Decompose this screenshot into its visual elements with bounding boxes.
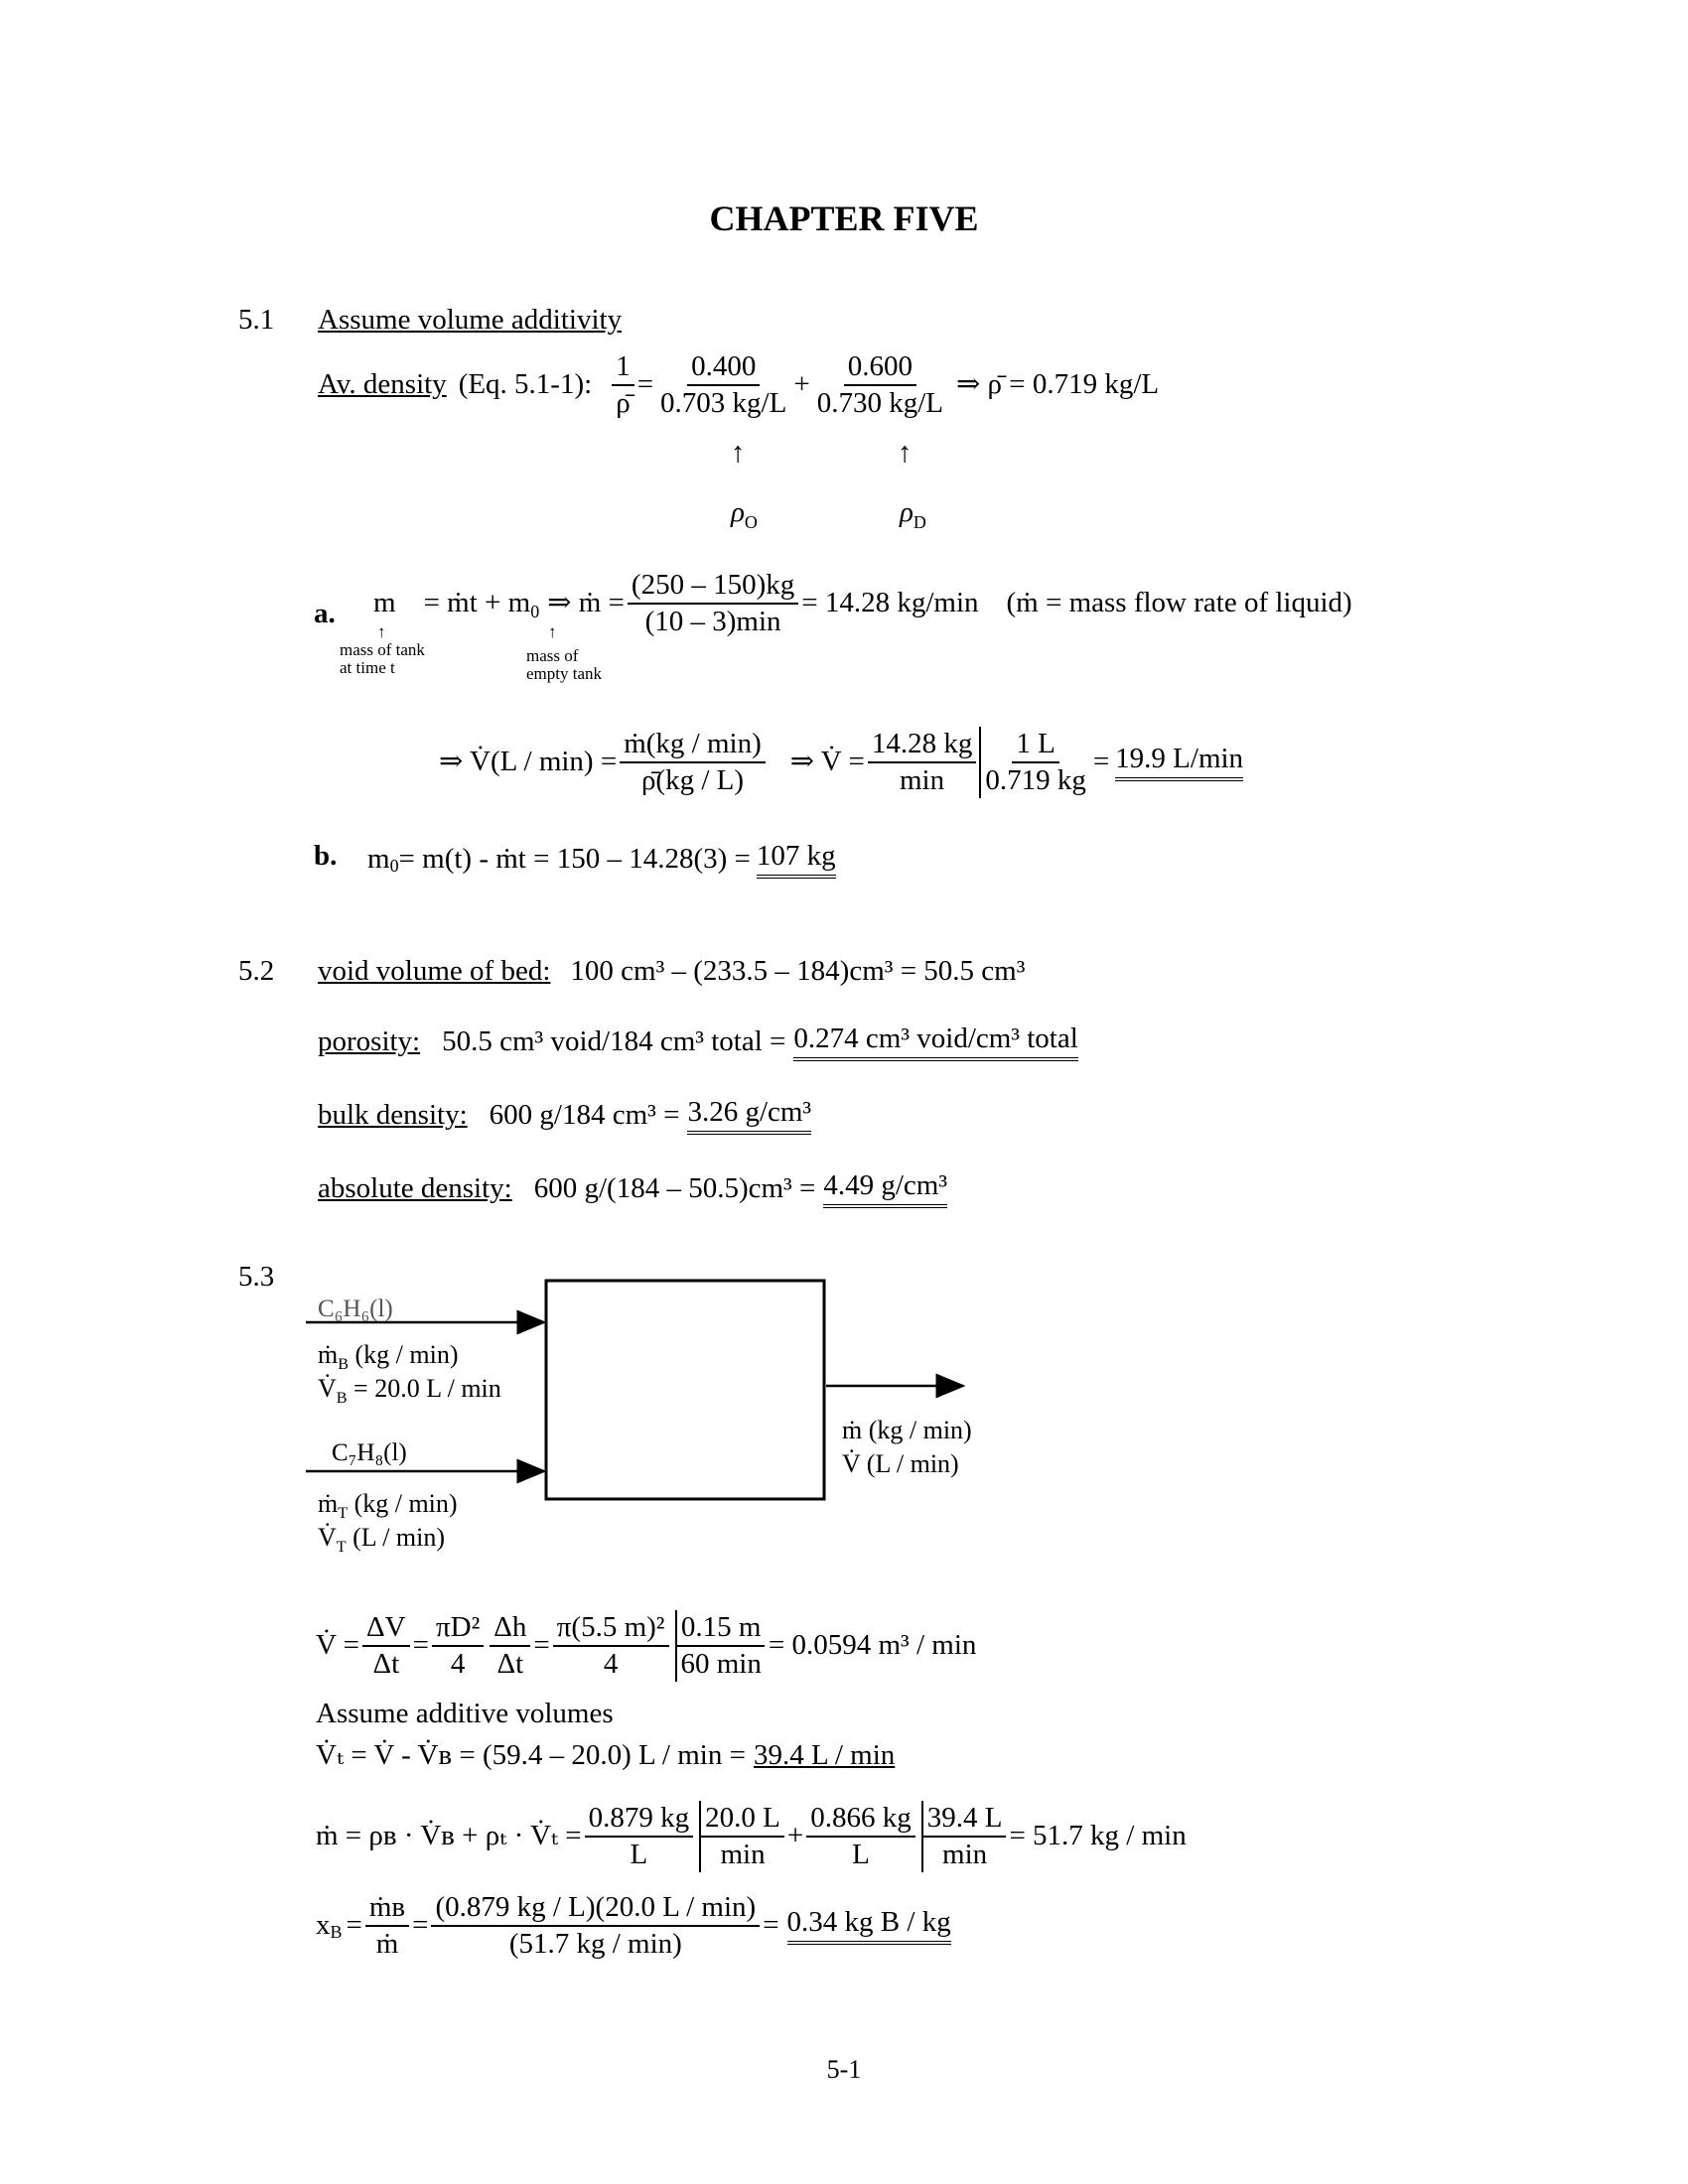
absolute-density-line: absolute density: 600 g/(184 – 50.5)cm³ = 4.49 g/cm³ (318, 1169, 947, 1208)
arrow-up-icon: ↑ (548, 622, 557, 641)
fraction-d: $\frac{0.600}{0.730 kg/L}$ (816, 350, 943, 419)
mass-flow-fraction: $\frac{(250 - 150)kg}{(10 - 3)\min}$ (628, 568, 798, 639)
product-mass-flow: ṁ (kg / min) (842, 1416, 972, 1444)
problem-number-5-3: 5.3 (238, 1261, 275, 1293)
porosity-line: porosity: 50.5 cm³ void/184 cm³ total = 0.274 cm³ void/cm³ total (318, 1023, 1078, 1061)
arrow-up-icon: ↑ (898, 437, 913, 469)
toluene-volume-flow: $V̇_T$ (L / min) (318, 1523, 446, 1557)
part-a-label: a. (314, 598, 336, 629)
average-density-equation: Av. density (Eq. 5.1-1): $\frac{1}{\rhō}$ = $\frac{0.400}{0.703 kg/L}$ + $\frac{0.600}{0.730 kg/L}$ ⇒ ρ̄ = 0.719 kg/L (318, 350, 1160, 419)
arrow-up-icon: ↑ (377, 622, 386, 641)
benzene-volume-flow: $V̇_B = 20.0$ L / min (318, 1374, 501, 1408)
part-b-equation: m $_0$ = m(t) - ṁt = 150 – 14.28(3) = 107 kg (367, 840, 836, 879)
toluene-volume-result: 39.4 L / min (753, 1739, 896, 1771)
eq-ref: (Eq. 5.1-1): (458, 368, 593, 401)
product-volume-flow: V̇ (L / min) (842, 1449, 959, 1478)
benzene-fraction-result: 0.34 kg B / kg (787, 1906, 951, 1945)
volumetric-flow-equation: ⇒ V̇(L / min) = $\frac{\text{ṁ(kg / min)}}{\rhō(kg / L)}$ ⇒ V̇ = $\frac{14.28 kg}{\min}$ $\frac{1 L}{0.719 kg}$ = 19.9 L/min (439, 728, 1244, 796)
mass-tank-note: mass of tank at time t (340, 640, 425, 677)
toluene-volume-equation: V̇ₜ = V̇ - V̇ʙ = (59.4 – 20.0) L / min = 39.4 L / min (316, 1739, 896, 1771)
part-a-equation: m = ṁt + m $_0$ ⇒ ṁ = $\frac{(250 - 150)kg}{(10 - 3)\min}$ = 14.28 kg/min (ṁ = mass flow rate of liquid) (373, 569, 1352, 637)
density-result: ⇒ ρ̄ = 0.719 kg/L (955, 368, 1160, 401)
arrow-up-icon: ↑ (731, 437, 746, 469)
inverse-density: $\frac{1}{\rhō}$ (612, 349, 634, 421)
bulk-density-line: bulk density: 600 g/184 cm³ = 3.26 g/cm³ (318, 1096, 811, 1135)
volumetric-flow-result: 19.9 L/min (1115, 743, 1243, 781)
chapter-title: CHAPTER FIVE (709, 199, 979, 238)
void-volume-line: void volume of bed: 100 cm³ – (233.5 – 184)cm³ = 50.5 cm³ (318, 955, 1026, 987)
toluene-mass-flow: ṁ$_T$ (kg / min) (318, 1489, 458, 1523)
benzene-mass-flow: ṁ$_B$ (kg / min) (318, 1340, 459, 1374)
benzene-fraction-equation: x $_B$ = $\frac{\text{ṁʙ}}{\text{ṁ}}$ = $\frac{(0.879 kg / L)(20.0 L / \min)}{(51.7 kg / \min)}$ = 0.34 kg B / kg (316, 1891, 951, 1960)
benzene-stream-label: C₆H₆(l) (318, 1296, 393, 1322)
problem-number-5-2: 5.2 (238, 955, 275, 987)
page-number: 5-1 (826, 2055, 862, 2084)
assumption-text: Assume volume additivity (318, 304, 623, 336)
total-volume-flow-equation: V̇ = $\frac{\Delta V}{\Delta t}$ = $\frac{\text{πD²}}{4}$ $\frac{\Delta h}{\Delta t}$ = $\frac{\text{π(5.5 m)²}}{4}$ $\frac{0.15 m}{60 \min}$ = 0.0594 m³ / min (316, 1611, 977, 1680)
empty-tank-mass-result: 107 kg (757, 840, 836, 879)
fraction-o: $\frac{0.400}{0.703 kg/L}$ (660, 350, 787, 419)
empty-tank-note: mass of empty tank (526, 646, 603, 683)
rho-o-label: $\rho_O$ (731, 496, 758, 532)
mixer-box (546, 1281, 824, 1499)
mass-flow-equation: ṁ = ρʙ · V̇ʙ + ρₜ · V̇ₜ = $\frac{0.879 kg}{L}$ $\frac{20.0 L}{\min}$ + $\frac{0.866 kg}{L}$ $\frac{39.4 L}{\min}$ = 51.7 kg / min (316, 1802, 1187, 1870)
rho-d-label: $\rho_D$ (900, 496, 926, 532)
mass-flow-note: (ṁ = mass flow rate of liquid) (1006, 587, 1352, 619)
toluene-stream-label: C₇H₈(l) (332, 1439, 407, 1466)
part-b-label: b. (314, 840, 338, 872)
additive-volumes-assumption: Assume additive volumes (316, 1698, 614, 1729)
problem-number-5-1: 5.1 (238, 304, 275, 336)
av-density-label: Av. density (318, 368, 447, 401)
